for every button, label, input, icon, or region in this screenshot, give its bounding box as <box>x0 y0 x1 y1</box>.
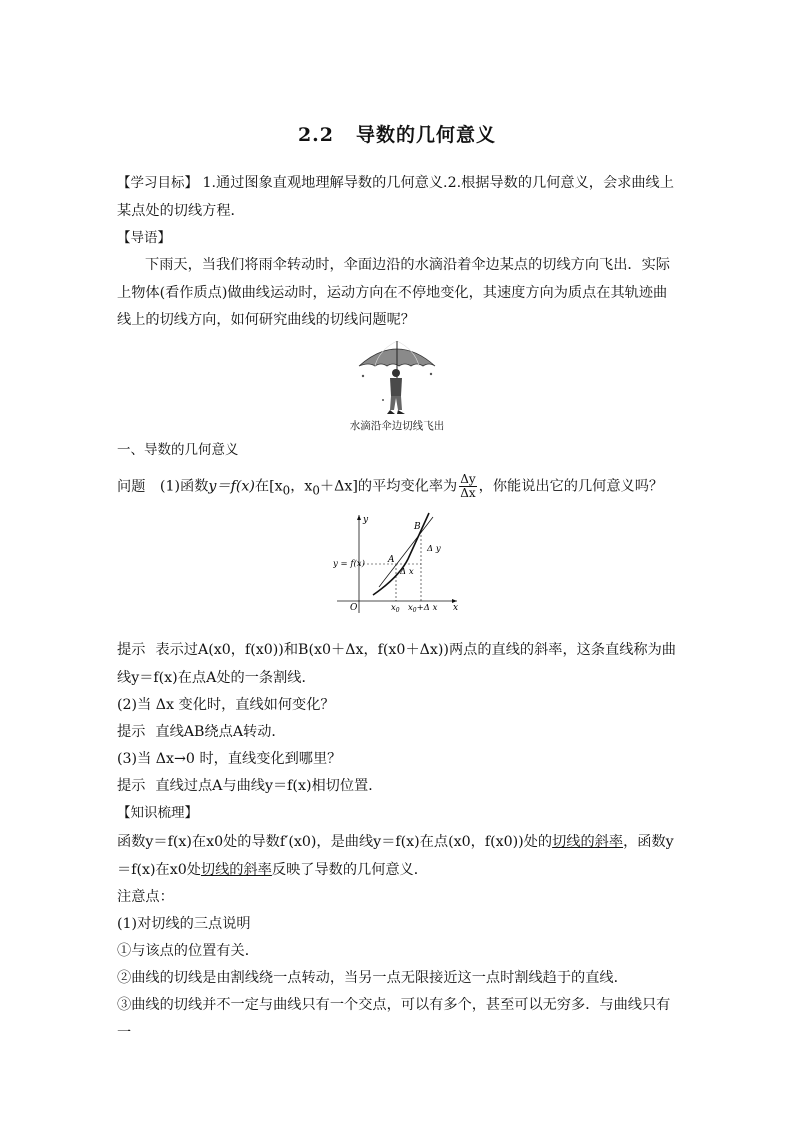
subscript-zero: 0 <box>312 483 320 498</box>
x0-label: $x_0$ <box>391 603 400 614</box>
section-heading: 一、导数的几何意义 <box>117 442 239 458</box>
fraction-denominator: Δx <box>460 486 476 500</box>
hint-1-text: 表示过A(x0，f(x0))和B(x0＋Δx，f(x0＋Δx))两点的直线的斜率，这条直线称为曲线y＝f(x)在点A处的一条割线． <box>117 642 676 686</box>
x0-plus-dx-label: $x_0+\Delta$ x <box>408 603 438 614</box>
question-3 <box>117 746 679 774</box>
secant-graph <box>333 509 463 615</box>
question-3-text: (3)当 Δx→0 时，直线变化到哪里？ <box>117 751 342 767</box>
hint-3-text: 直线过点A与曲线y＝f(x)相切位置． <box>155 778 383 794</box>
hint-1 <box>117 637 679 692</box>
objectives-text: 1.通过图象直观地理解导数的几何意义.2.根据导数的几何意义，会求曲线上某点处的切线方程． <box>117 175 674 219</box>
knowledge-paragraph <box>117 829 679 884</box>
question-label: 问题 <box>117 478 146 495</box>
hint-3-label: 提示 <box>117 778 146 794</box>
objectives-tag: 【学习目标】 <box>117 175 198 191</box>
note-item-0-text: (1)对切线的三点说明 <box>117 916 251 932</box>
point-a-label: A <box>388 555 395 565</box>
hint-2-text: 直线AB绕点A转动． <box>155 724 286 740</box>
question-2 <box>117 692 679 720</box>
delta-fraction <box>459 473 476 500</box>
page-title <box>0 120 794 147</box>
question-text-c: ，x <box>290 478 313 495</box>
umbrella-illustration <box>355 338 439 418</box>
knowledge-tag-line <box>117 800 679 828</box>
question-text-b: 在[x <box>254 478 283 495</box>
learning-objectives <box>117 170 679 225</box>
hint-2-label: 提示 <box>117 724 146 740</box>
section-number: 2.2 <box>297 124 335 146</box>
question-text-a: (1)函数 <box>159 478 209 495</box>
question-text-e: ，你能说出它的几何意义吗？ <box>478 478 664 495</box>
note-item-0 <box>117 911 679 939</box>
intro-tag-line <box>117 225 679 253</box>
question-1 <box>117 473 679 505</box>
question-fx: y＝f(x) <box>208 478 255 495</box>
knowledge-text-c: 反映了导数的几何意义． <box>271 861 428 878</box>
knowledge-text-a: 函数y＝f(x)在x0处的导数f′(x0)，是曲线y＝f(x)在点(x0，f(x0))处的 <box>117 834 553 850</box>
note-item-2-text: ②曲线的切线是由割线绕一点转动，当另一点无限接近这一点时割线趋于的直线． <box>117 970 628 986</box>
intro-tag: 【导语】 <box>117 230 171 246</box>
y-axis-arrow <box>357 515 361 520</box>
title-text: 导数的几何意义 <box>356 124 497 146</box>
figure-caption: 水滴沿伞边切线飞出 <box>349 420 445 432</box>
hint-2 <box>117 719 679 747</box>
function-label: y = f(x) <box>333 559 365 569</box>
note-item-3-text: ③曲线的切线并不一定与曲线只有一个交点，可以有多个，甚至可以无穷多．与曲线只有一 <box>117 997 671 1041</box>
intro-paragraph <box>117 252 679 335</box>
question-2-text: (2)当 Δx 变化时，直线如何变化？ <box>117 697 335 713</box>
knowledge-text-b: ，函数y＝f(x)在x0处 <box>117 834 674 878</box>
knowledge-tag: 【知识梳理】 <box>117 805 198 821</box>
note-item-1 <box>117 938 679 966</box>
note-item-2 <box>117 965 679 993</box>
notes-heading-text: 注意点： <box>117 889 174 905</box>
note-item-1-text: ①与该点的位置有关． <box>117 943 259 959</box>
section-heading-line <box>117 437 679 465</box>
y-axis-label: y <box>363 515 369 525</box>
notes-heading <box>117 884 679 912</box>
point-b-label: B <box>414 522 421 532</box>
fraction-numerator: Δy <box>460 472 476 486</box>
note-item-3 <box>117 992 679 1047</box>
underlined-term-1: 切线的斜率 <box>552 834 624 850</box>
hint-3 <box>117 773 679 801</box>
x-axis-label: x <box>453 603 459 613</box>
subscript-zero: 0 <box>282 483 291 498</box>
question-text-d: ＋Δx]的平均变化率为 <box>319 478 458 495</box>
origin-label: O <box>350 603 358 613</box>
delta-x-label: Δ x <box>400 567 414 577</box>
intro-text: 下雨天，当我们将雨伞转动时，伞面边沿的水滴沿着伞边某点的切线方向飞出．实际上物体(看作质点)做曲线运动时，运动方向在不停地变化，其速度方向为质点在其轨迹曲线上的切线方向，如何研究曲线的切线问题呢？ <box>117 257 670 328</box>
hint-1-label: 提示 <box>117 642 146 658</box>
delta-y-label: Δ y <box>427 544 441 554</box>
underlined-term-2: 切线的斜率 <box>200 861 272 878</box>
